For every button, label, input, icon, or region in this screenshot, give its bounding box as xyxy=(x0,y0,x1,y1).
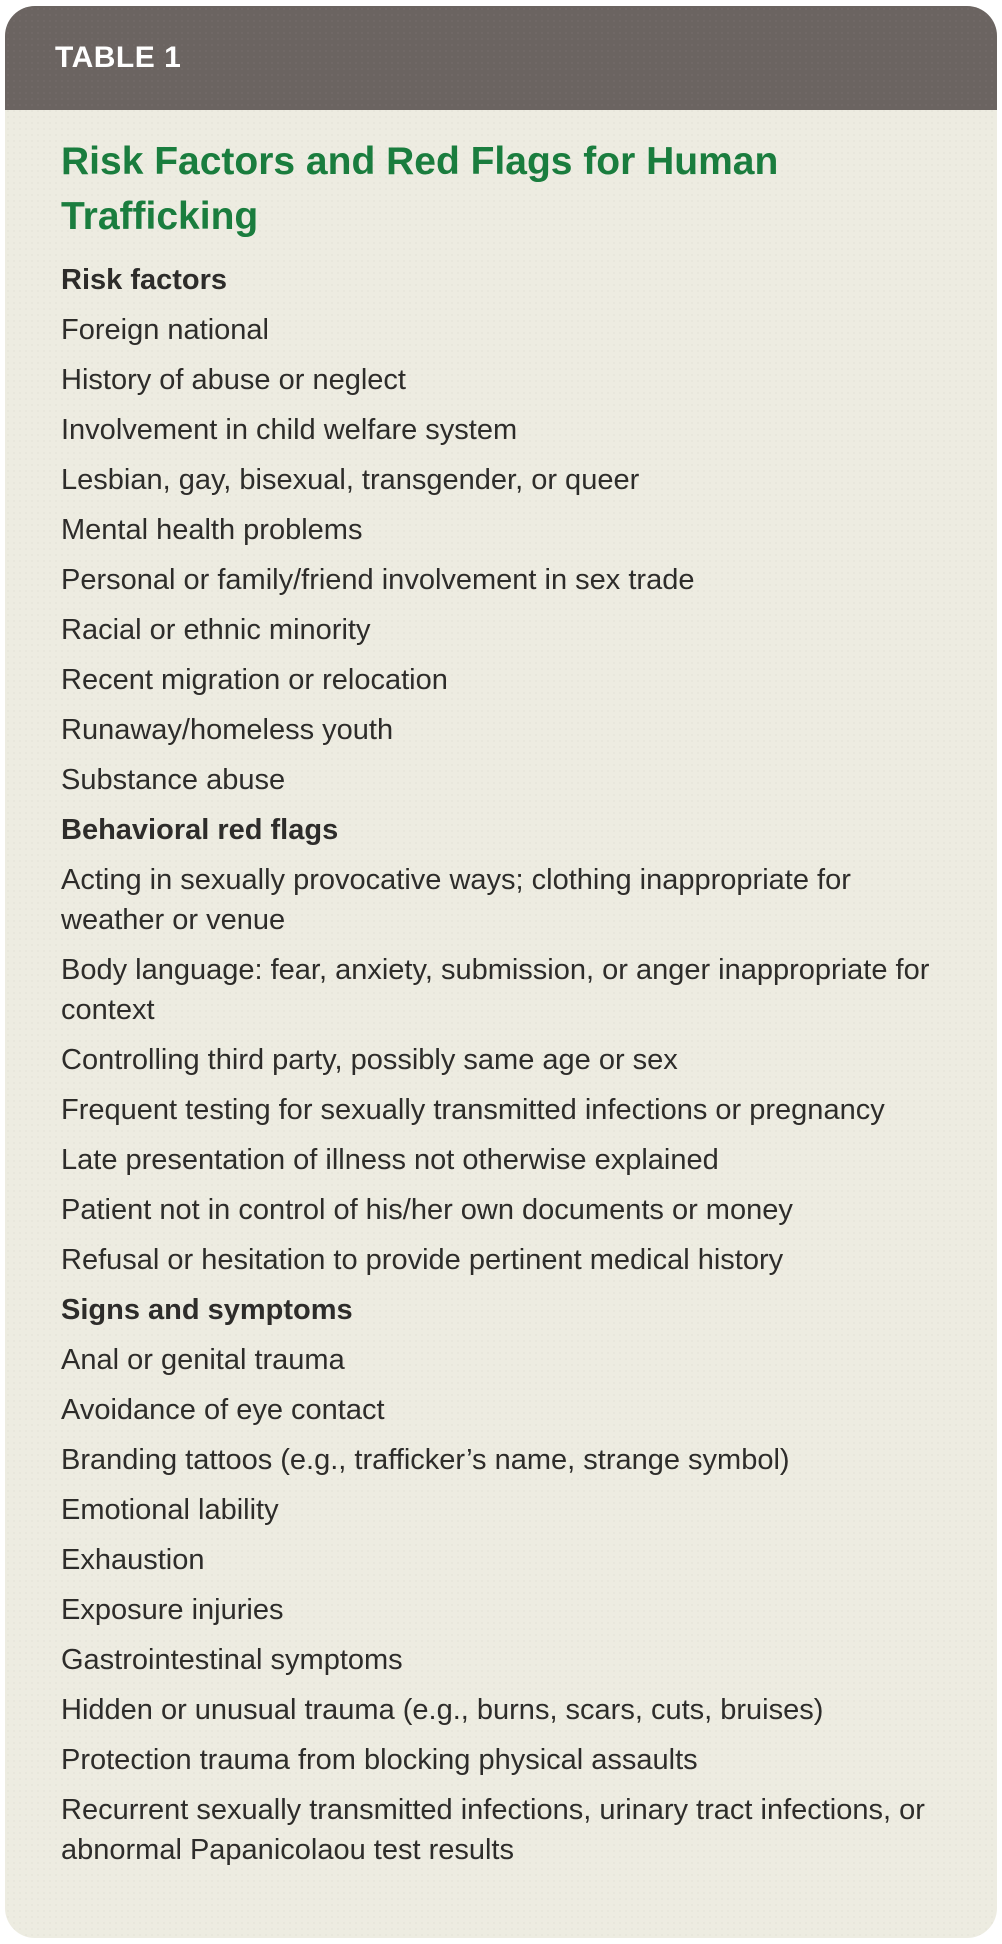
table-item: Late presentation of illness not otherwise explained xyxy=(61,1144,719,1176)
table-item: Racial or ethnic minority xyxy=(61,614,371,646)
table-sections xyxy=(61,260,961,1870)
table-item: Acting in sexually provocative ways; clothing inappropriate for weather or venue xyxy=(61,864,851,936)
table-item: Controlling third party, possibly same age or sex xyxy=(61,1044,678,1076)
table-item: Gastrointestinal symptoms xyxy=(61,1644,403,1676)
table-item: Patient not in control of his/her own documents or money xyxy=(61,1194,793,1226)
table-item: History of abuse or neglect xyxy=(61,364,406,396)
table-item: Refusal or hesitation to provide pertinent medical history xyxy=(61,1244,784,1276)
table-item: Avoidance of eye contact xyxy=(61,1394,385,1426)
section-heading: Behavioral red flags xyxy=(61,814,339,846)
table-item: Frequent testing for sexually transmitted infections or pregnancy xyxy=(61,1094,885,1126)
table-label: TABLE 1 xyxy=(55,41,182,74)
table-item: Exhaustion xyxy=(61,1544,205,1576)
table-title: Risk Factors and Red Flags for Human Trafficking xyxy=(61,140,779,238)
table-item: Hidden or unusual trauma (e.g., burns, scars, cuts, bruises) xyxy=(61,1694,824,1726)
table-item: Foreign national xyxy=(61,314,269,346)
table-item: Branding tattoos (e.g., trafficker’s name, strange symbol) xyxy=(61,1444,790,1476)
table-item: Emotional lability xyxy=(61,1494,279,1526)
table-item: Runaway/homeless youth xyxy=(61,714,394,746)
table-body xyxy=(5,110,997,1910)
section-heading: Signs and symptoms xyxy=(61,1294,353,1326)
table-item: Personal or family/friend involvement in sex trade xyxy=(61,564,695,596)
table-item: Substance abuse xyxy=(61,764,286,796)
table-item: Protection trauma from blocking physical assaults xyxy=(61,1744,698,1776)
table-item: Recurrent sexually transmitted infections, urinary tract infections, or abnormal Papanicolaou test results xyxy=(61,1794,925,1866)
table-item: Body language: fear, anxiety, submission, or anger inappropriate for context xyxy=(61,954,930,1026)
table-card xyxy=(5,6,997,1938)
table-item: Exposure injuries xyxy=(61,1594,284,1626)
table-item: Recent migration or relocation xyxy=(61,664,448,696)
table-item: Mental health problems xyxy=(61,514,363,546)
table-item: Involvement in child welfare system xyxy=(61,414,518,446)
section-heading: Risk factors xyxy=(61,264,228,296)
table-item: Lesbian, gay, bisexual, transgender, or queer xyxy=(61,464,640,496)
table-header-bar xyxy=(5,6,997,110)
table-item: Anal or genital trauma xyxy=(61,1344,345,1376)
